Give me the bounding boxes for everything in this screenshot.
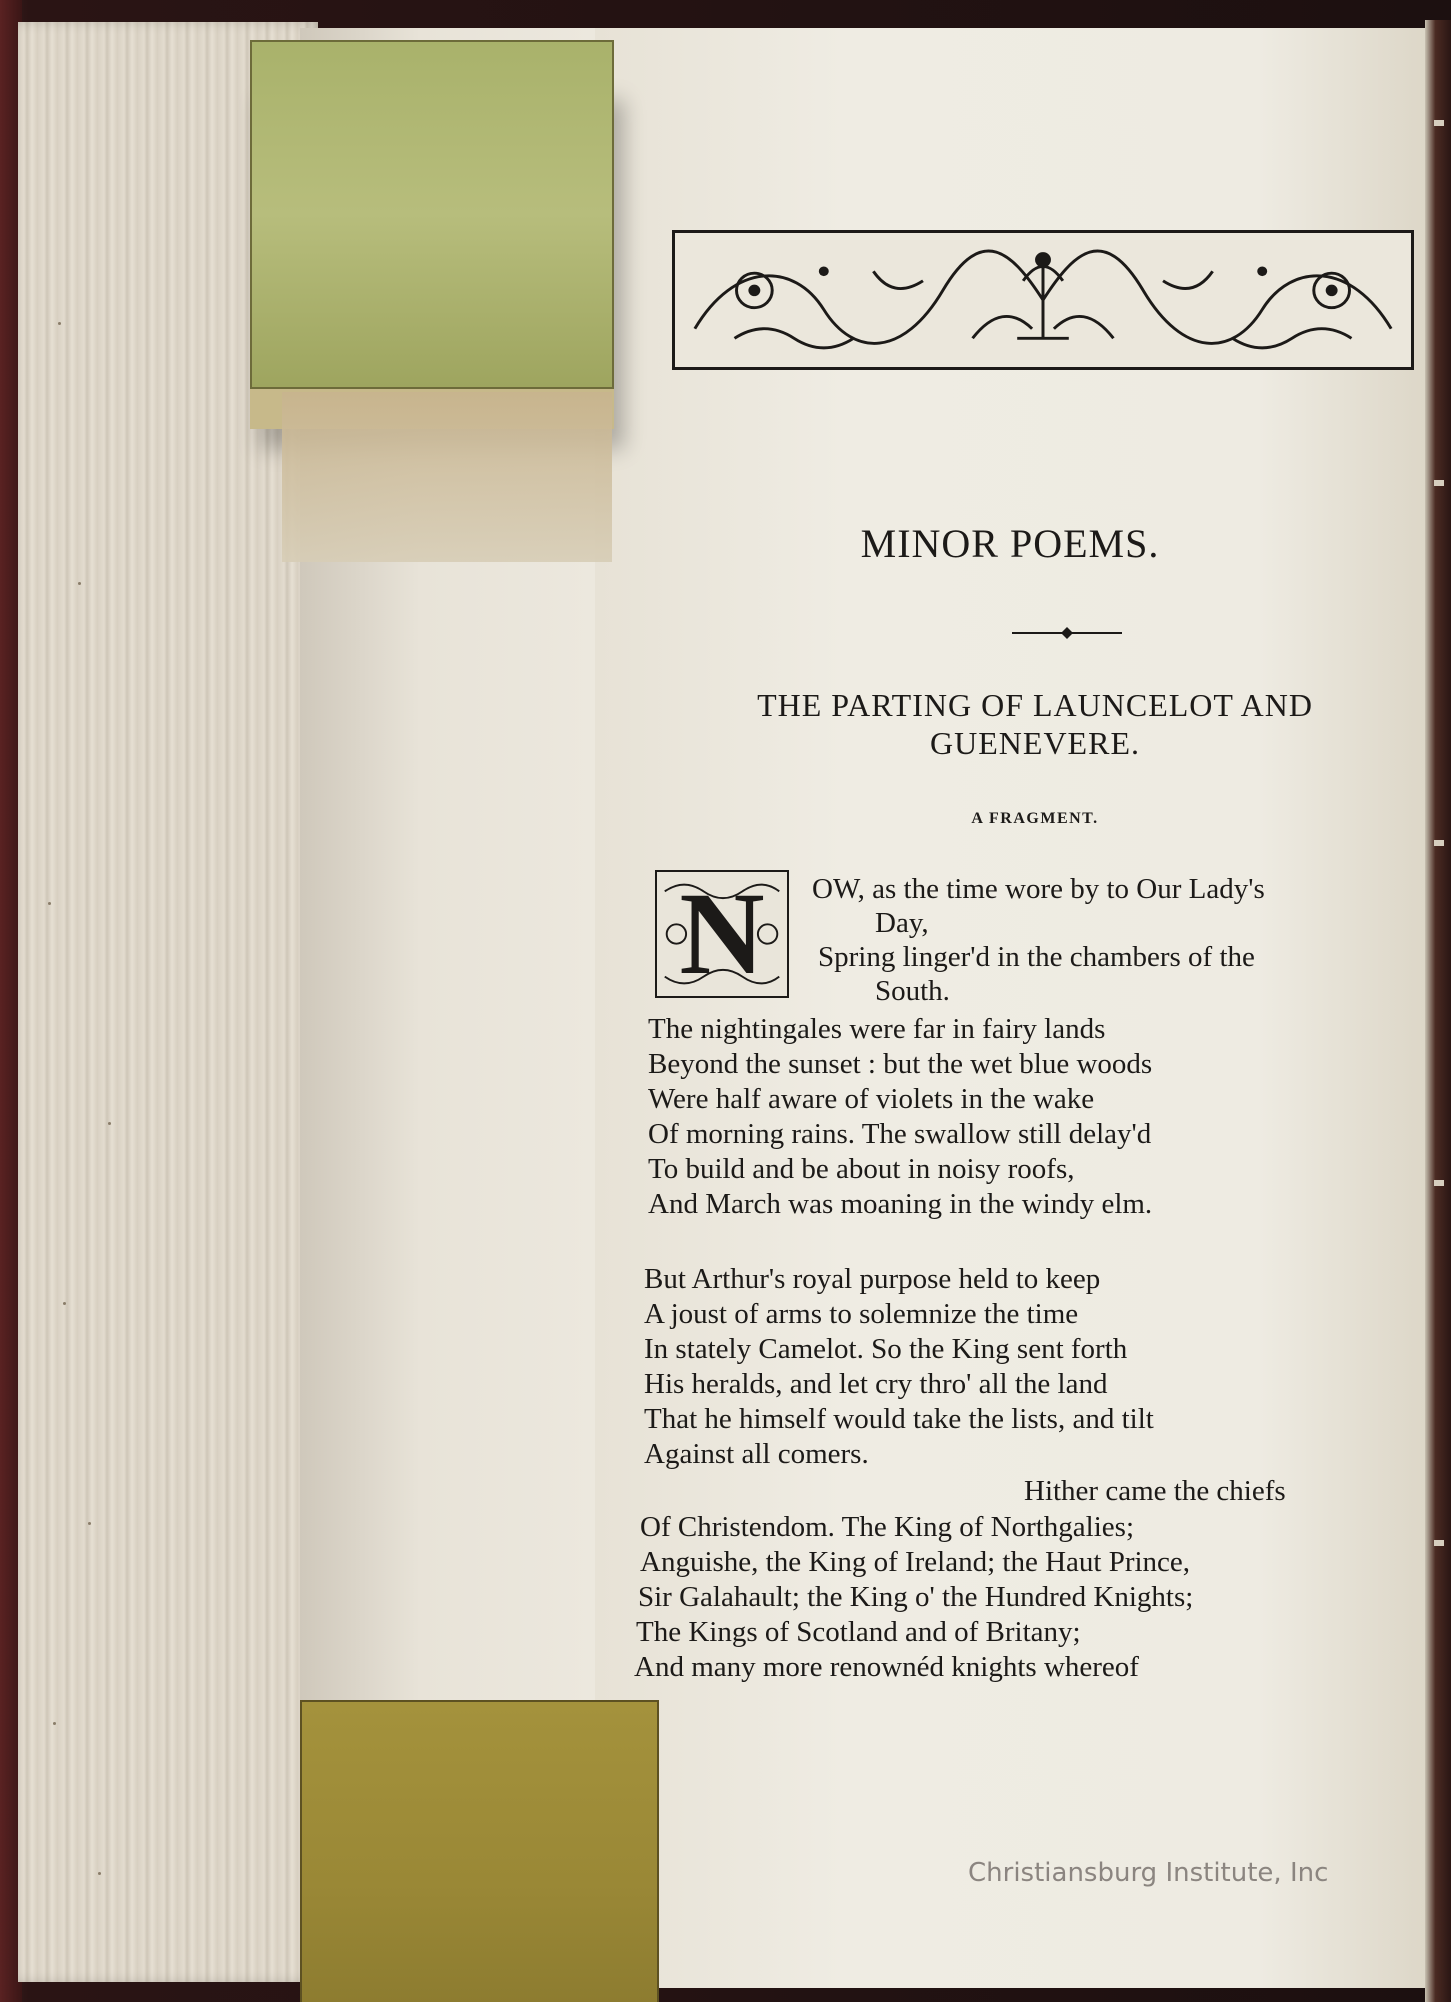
book-right-edge xyxy=(1425,20,1451,2002)
tab-shadow xyxy=(282,392,612,562)
poem-title-line-2: GUENEVERE. xyxy=(930,725,1140,761)
poem-line: That he himself would take the lists, and tilt xyxy=(644,1403,1154,1435)
section-heading: MINOR POEMS. xyxy=(860,521,1160,566)
poem-line: Day, xyxy=(875,907,929,939)
poem-subtitle: A FRAGMENT. xyxy=(971,810,1099,827)
poem-line: Spring linger'd in the chambers of the xyxy=(818,941,1255,973)
scroll-ornament-icon xyxy=(675,233,1411,367)
poem-line: To build and be about in noisy roofs, xyxy=(648,1153,1075,1185)
decorative-headpiece xyxy=(672,230,1414,370)
watermark: Christiansburg Institute, Inc xyxy=(968,1858,1329,1888)
poem-line: But Arthur's royal purpose held to keep xyxy=(644,1263,1101,1295)
poem-line: Against all comers. xyxy=(644,1438,869,1470)
binding-stitch xyxy=(1434,840,1444,846)
poem-line: The nightingales were far in fairy lands xyxy=(648,1013,1106,1045)
poem-line: OW, as the time wore by to Our Lady's xyxy=(812,873,1265,905)
poem-line: Hither came the chiefs xyxy=(1024,1475,1286,1507)
drop-cap-letter: N xyxy=(679,868,765,999)
binding-stitch xyxy=(1434,1180,1444,1186)
poem-line: Were half aware of violets in the wake xyxy=(648,1083,1095,1115)
poem-line: And many more renownéd knights whereof xyxy=(634,1651,1139,1683)
poem-line: Of morning rains. The swallow still delay'd xyxy=(648,1118,1152,1150)
poem-line: His heralds, and let cry thro' all the land xyxy=(644,1368,1108,1400)
ornamental-rule-icon xyxy=(1012,626,1122,640)
poem-title-line-1: THE PARTING OF LAUNCELOT AND xyxy=(757,687,1313,723)
poem-line: Of Christendom. The King of Northgalies; xyxy=(640,1511,1135,1543)
poem-line: Beyond the sunset : but the wet blue woods xyxy=(648,1048,1153,1080)
illuminated-drop-cap xyxy=(655,870,789,998)
poem-line: South. xyxy=(875,975,950,1007)
poem-line: Sir Galahault; the King o' the Hundred Knights; xyxy=(638,1581,1194,1613)
poem-title xyxy=(640,686,1430,762)
gold-bookmark-tab xyxy=(300,1700,659,2002)
poem-line: Anguishe, the King of Ireland; the Haut Prince, xyxy=(640,1546,1191,1578)
green-bookmark-tab xyxy=(250,40,614,389)
poem-line: A joust of arms to solemnize the time xyxy=(644,1298,1079,1330)
binding-stitch xyxy=(1434,480,1444,486)
poem-line: The Kings of Scotland and of Britany; xyxy=(636,1616,1081,1648)
poem-line: And March was moaning in the windy elm. xyxy=(648,1188,1153,1220)
poem-line: In stately Camelot. So the King sent forth xyxy=(644,1333,1128,1365)
binding-stitch xyxy=(1434,1540,1444,1546)
binding-stitch xyxy=(1434,120,1444,126)
